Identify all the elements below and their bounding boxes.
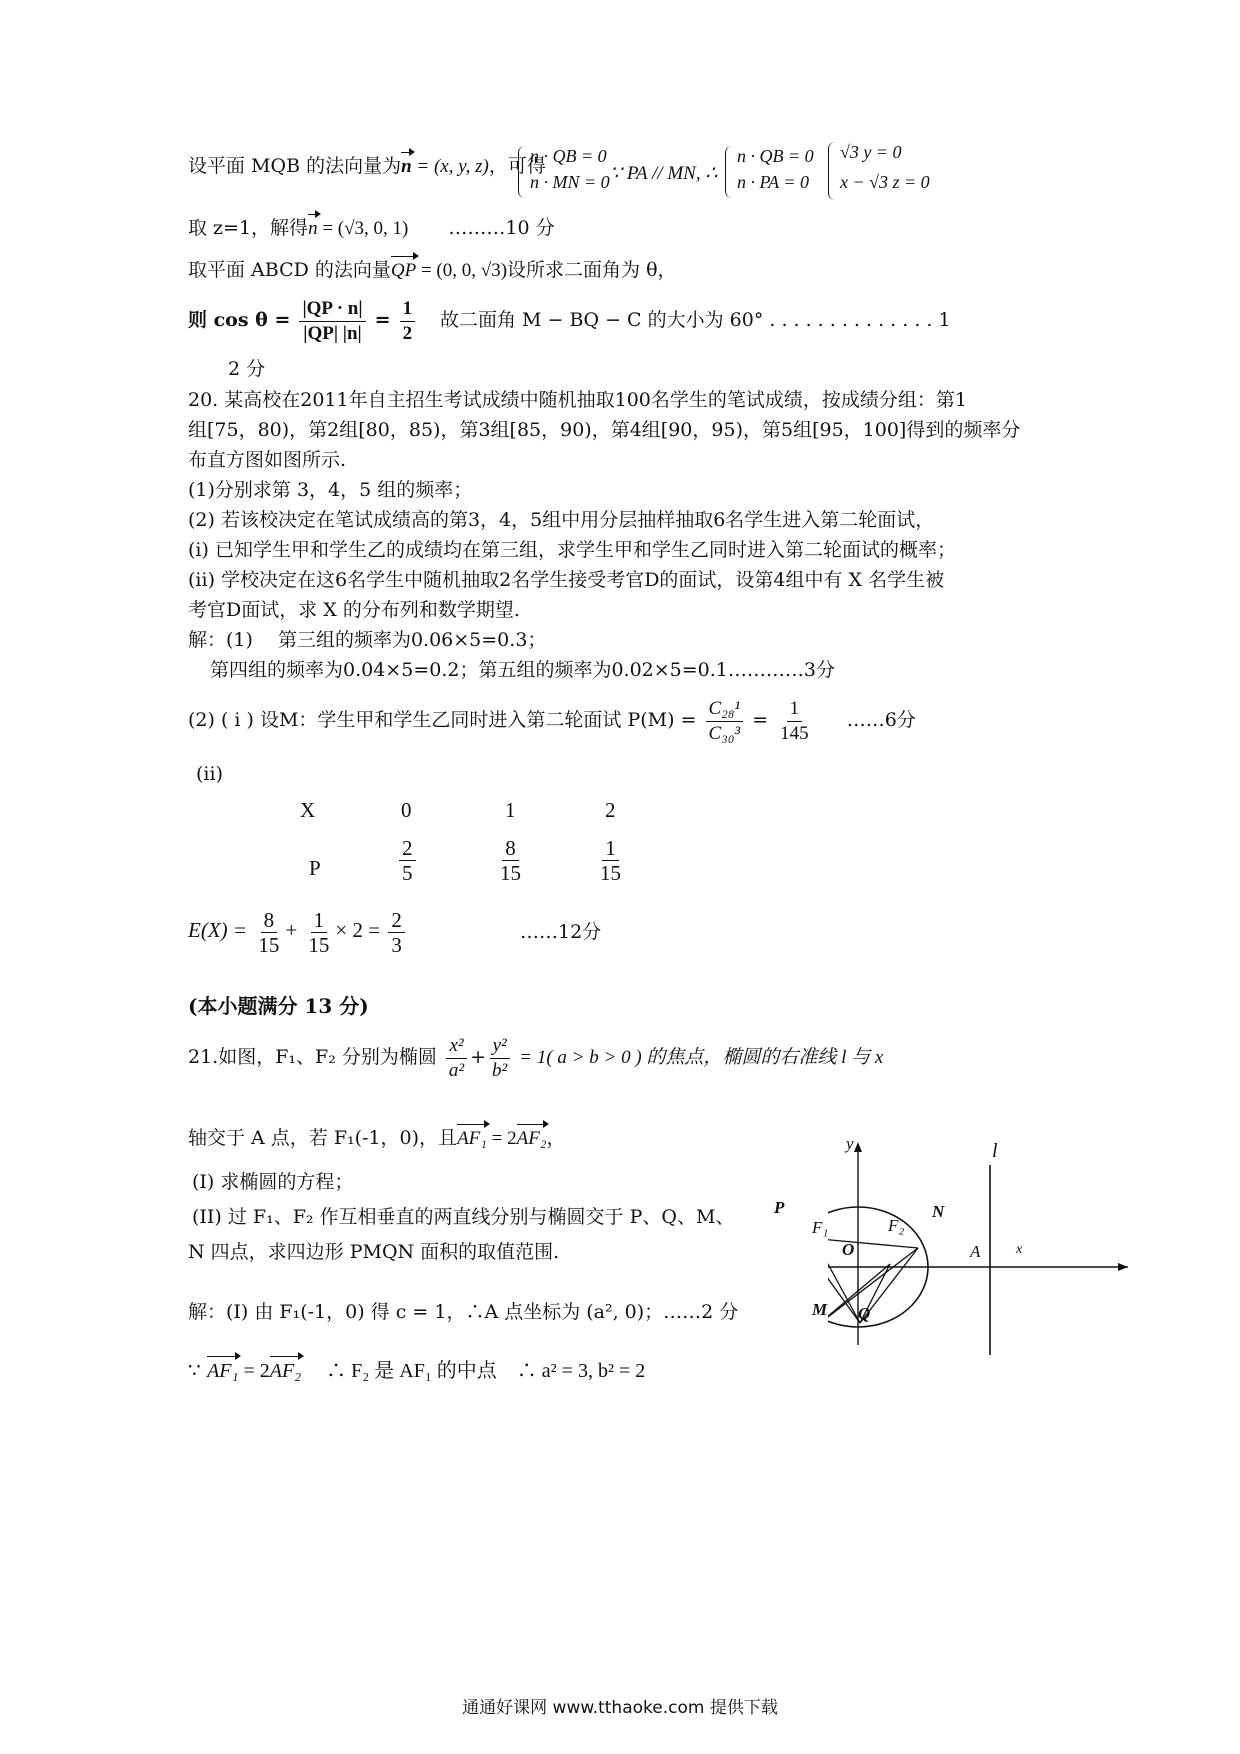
expectation-label: E(X) = [188,918,248,942]
s19-l2-eq: = (√3, 0, 1) [317,218,409,239]
score-6: ……6分 [846,709,916,731]
expectation-frac-3 [388,908,405,957]
q21-l2-eq: = 2 [486,1128,517,1149]
expectation-frac-1-num: 8 [261,908,278,933]
q21-header: (本小题满分 13 分) [188,994,369,1018]
table-p-0-den: 5 [402,861,413,885]
cos-label: 则 cos θ = [188,309,291,331]
label-q: Q [858,1304,871,1323]
page-footer: 通通好课网 www.tthaoke.com 提供下载 [462,1698,778,1718]
score-12: ……12分 [520,921,602,943]
table-p-label: P [309,856,321,880]
s19-l3-text: 取平面 ABCD 的法向量 [188,259,391,281]
table-x-label: X [300,798,316,822]
q21-l1-text: 21.如图，F₁、F₂ 分别为椭圆 [188,1046,437,1068]
table-x-1: 1 [505,798,516,822]
vector-af1-2: AF₁ [207,1357,238,1385]
q20-line-7: (ii) 学校决定在这6名学生中随机抽取2名学生接受考官D的面试，设第4组中有 X 名学生被 [188,569,945,591]
s19-line3 [188,256,677,285]
q20-line-8: 考官D面试，求 X 的分布列和数学期望. [188,599,520,621]
q21-l1-post: = 1( a > b > 0 ) 的焦点，椭圆的右准线 l 与 x [519,1047,884,1068]
q20-line-2: 组[75，80)，第2组[80，85)，第3组[85，90)，第4组[90，95)，第5组[95，100]得到的频率分 [188,419,1021,441]
q20-solution-3: (2) ( i ) 设M：学生甲和学生乙同时进入第二轮面试 P(M) = $\frac{\text{C₂₈¹}}{\text{C₃₀³}}$ = $\frac{1}{145}$ ……6分 [188,697,916,744]
system-2-eq2: n · PA = 0 [737,172,809,192]
ellipse-y-num: y² [490,1034,510,1059]
vector-af2: AF₂ [517,1125,547,1153]
cos-denominator: |QP| |n| [303,322,362,344]
ellipse-x-num: x² [446,1034,466,1059]
ellipse-term-y [489,1034,510,1083]
label-p: P [774,1198,785,1217]
expectation-frac-3-den: 3 [391,932,402,957]
q21-sol2-post: ∴ F₂ 是 AF₁ 的中点 ∴ a² = 3, b² = 2 [301,1360,646,1382]
q20-line-4: (1)分别求第 3，4，5 组的频率； [188,479,473,501]
s19-because: ∵ PA // MN, ∴ [610,163,718,184]
table-p-2-num: 1 [602,836,619,861]
expectation-frac-1 [255,908,282,957]
table-x-0: 0 [401,798,412,822]
q20-part-ii: (ii) [196,763,223,785]
q20-line-5: (2) 若该校决定在笔试成绩高的第3，4，5组中用分层抽样抽取6名学生进入第二轮面试， [188,509,935,531]
system-2-eq1: n · QB = 0 [737,146,814,166]
vector-af2-2: AF₂ [270,1357,301,1385]
expectation-line [188,906,408,960]
expectation-frac-1-den: 15 [258,932,280,957]
label-f1: F₁ [812,1218,829,1237]
label-n: N [932,1202,945,1221]
s19-l1-eq: = (x, y, z) [411,156,489,177]
s19-score-12: 2 分 [228,358,266,380]
s19-line1 [188,152,546,181]
label-x: x [1016,1242,1023,1257]
ellipse-term-x [446,1034,467,1083]
x-axis-arrow-icon [1118,1263,1128,1271]
table-p-2 [597,836,624,885]
q21-part-2a: (II) 过 F₁、F₂ 作互相垂直的两直线分别与椭圆交于 P、Q、M、 [192,1206,735,1228]
q21-part-2b: N 四点，求四边形 PMQN 面积的取值范围. [188,1241,560,1263]
q20-pm-num: C₂₈¹ [706,697,744,722]
q21-solution-1: 解：(I) 由 F₁(-1，0) 得 c = 1，∴A 点坐标为 (a², 0)；……2 分 [188,1301,739,1323]
q20-pm-result-num: 1 [787,697,803,722]
table-p-0-num: 2 [399,836,416,861]
s19-l1-text: 设平面 MQB 的法向量为 [188,155,402,177]
q20-line-6: (i) 已知学生甲和学生乙的成绩均在第三组，求学生甲和学生乙同时进入第二轮面试的概率； [188,539,956,561]
system-1-eq1: n · QB = 0 [530,146,607,166]
system-3-eq1: √3 y = 0 [840,142,902,162]
label-a: A [970,1242,981,1261]
table-p-0 [399,836,416,885]
q21-sol2-eq: = 2 [238,1360,270,1382]
table-p-1 [497,836,524,885]
score-10: ………10 分 [448,217,555,239]
label-f2: F₂ [888,1216,905,1235]
q21-l2-end: ， [546,1127,566,1149]
q20-solution-1: 解：(1) 第三组的频率为0.06×5=0.3； [188,629,547,651]
q20-solution-2: 第四组的频率为0.04×5=0.2；第五组的频率为0.02×5=0.1…………3分 [210,659,835,681]
label-o: O [842,1240,855,1259]
vector-qp: QP [391,257,416,285]
q21-line-1 [188,1032,883,1088]
label-m: M [812,1300,828,1319]
s19-conclusion: 故二面角 M − BQ − C 的大小为 60° . . . . . . . . . . . . . . 1 [440,309,951,331]
q20-pm-result [777,697,812,746]
system-1-eq2: n · MN = 0 [530,172,610,192]
ellipse-plus: + [470,1046,487,1068]
table-p-1-den: 15 [500,861,521,885]
figure-labels [760,1130,1060,1360]
q20-pm-label: (2) ( i ) 设M：学生甲和学生乙同时进入第二轮面试 P(M) = [188,709,697,731]
expectation-times: × 2 = [335,918,381,942]
expectation-frac-2 [305,908,332,957]
q20-pm-result-den: 145 [780,722,809,744]
q20-line-1: 20. 某高校在2011年自主招生考试成绩中随机抽取100名学生的笔试成绩，按成绩分组：第1 [188,389,967,411]
q21-l2-text: 轴交于 A 点，若 F₁(-1，0)，且 [188,1127,458,1149]
normal-vector-n-2: n [308,215,318,243]
label-y: y [846,1134,854,1153]
cos-numerator: |QP · n| [299,297,365,322]
normal-vector-n: n [401,153,412,181]
expectation-frac-3-num: 2 [388,908,405,933]
q20-line-3: 布直方图如图所示. [188,449,347,471]
because-symbol: ∵ [188,1358,201,1382]
cos-value [400,297,416,346]
s19-l3-post: 设所求二面角为 θ， [507,259,677,281]
expectation-frac-2-den: 15 [308,932,330,957]
expectation-frac-2-num: 1 [311,908,328,933]
system-3-eq2: x − √3 z = 0 [840,172,930,192]
q20-pm-den: C₃₀³ [708,722,741,744]
s19-l2-text: 取 z=1，解得 [188,217,309,239]
ellipse-y-den: b² [492,1059,508,1081]
cos-value-den: 2 [402,322,413,344]
label-l: l [992,1140,998,1162]
expectation-plus: + [285,918,298,942]
system-3 [828,142,953,200]
q21-solution-2 [188,1356,645,1385]
q20-pm-fraction [706,697,744,746]
ellipse-x-den: a² [448,1059,465,1081]
system-2 [725,146,835,198]
s19-line2 [188,214,555,243]
q21-line-2 [188,1124,565,1153]
s19-l3-eq: = (0, 0, √3) [416,260,508,281]
q21-part-1: (I) 求椭圆的方程； [192,1171,354,1193]
table-p-1-num: 8 [502,836,519,861]
s19-cos-line: 则 cos θ = $\frac{|QP \cdot n|}{|QP| |n|}$ = $\frac{1}{2}$ [188,296,418,348]
s19-l1-mid: ，可得 [488,155,546,177]
cos-value-num: 1 [400,297,416,322]
cos-fraction [299,297,365,346]
table-p-2-den: 15 [600,861,621,885]
table-x-2: 2 [605,798,616,822]
vector-af1: AF₁ [457,1125,487,1153]
